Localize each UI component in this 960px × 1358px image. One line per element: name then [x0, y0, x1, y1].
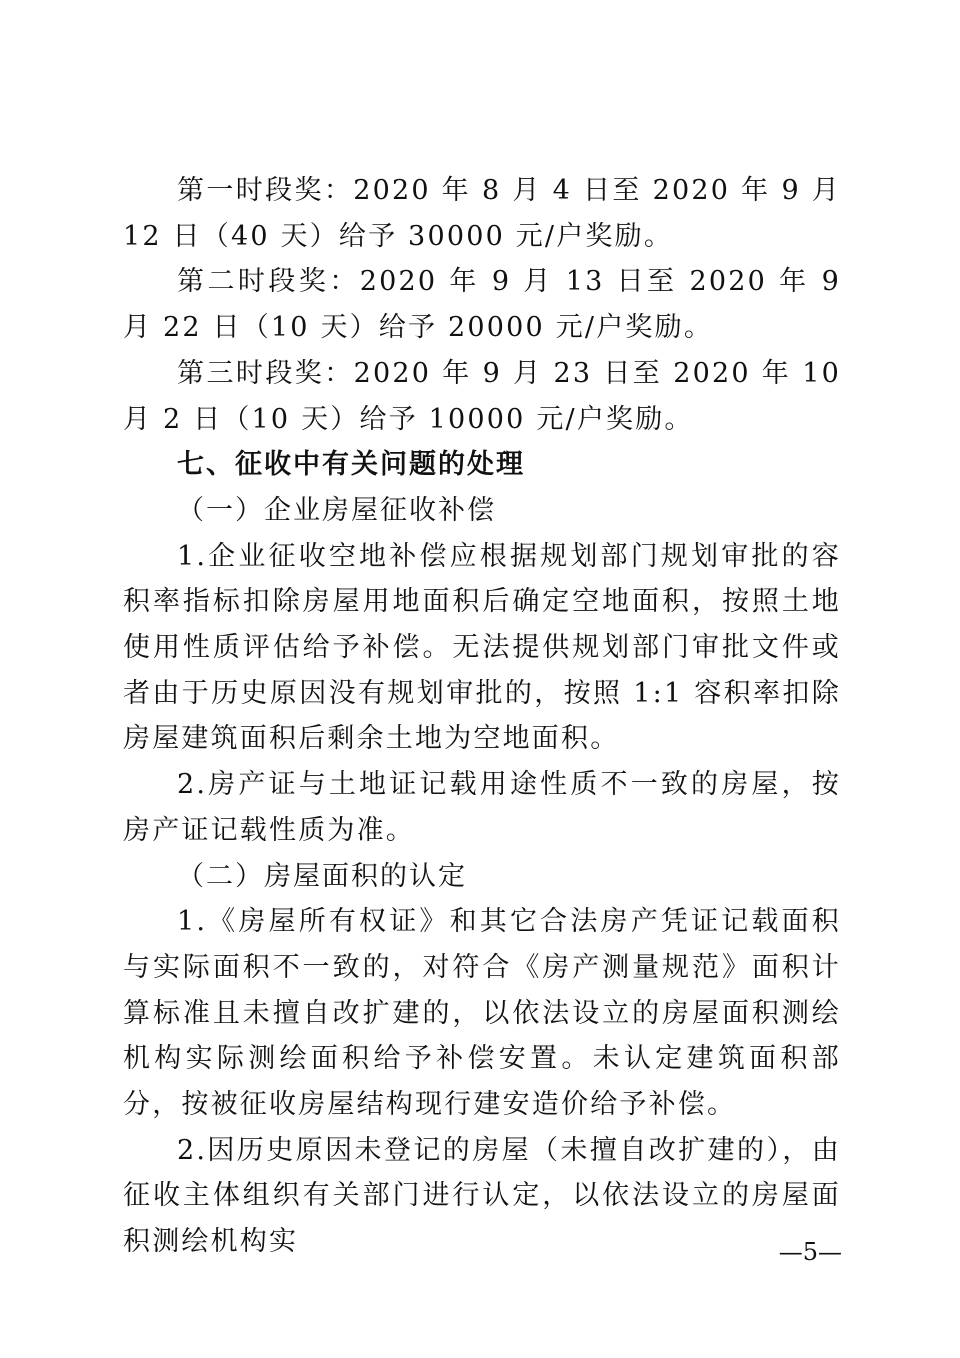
reward-period-3: 第三时段奖：2020 年 9 月 23 日至 2020 年 10 月 2 日（10 天）给予 10000 元/户奖励。 [123, 357, 841, 435]
subsection-2-item-2: 2.因历史原因未登记的房屋（未擅自改扩建的），由征收主体组织有关部门进行认定，以依法设立的房屋面积测绘机构实 [123, 1134, 841, 1258]
subsection-1-title: （一）企业房屋征收补偿 [177, 494, 496, 526]
reward-period-2: 第二时段奖：2020 年 9 月 13 日至 2020 年 9 月 22 日（10 天）给予 20000 元/户奖励。 [123, 266, 841, 344]
subsection-1-item-1: 1.企业征收空地补偿应根据规划部门规划审批的容积率指标扣除房屋用地面积后确定空地面积，按照土地使用性质评估给予补偿。无法提供规划部门审批文件或者由于历史原因没有规划审批的，按照 1:1 容积率扣除房屋建筑面积后剩余土地为空地面积。 [123, 540, 841, 755]
subsection-2-title: （二）房屋面积的认定 [177, 860, 467, 892]
section-heading: 七、征收中有关问题的处理 [177, 449, 525, 481]
subsection-1-item-2: 2.房产证与土地证记载用途性质不一致的房屋，按房产证记载性质为准。 [123, 769, 841, 846]
subsection-2-item-1: 1.《房屋所有权证》和其它合法房产凭证记载面积与实际面积不一致的，对符合《房产测量规范》面积计算标准且未擅自改扩建的，以依法设立的房屋面积测绘机构实际测绘面积给予补偿安置。未认定建筑面积部分，按被征收房屋结构现行建安造价给予补偿。 [123, 906, 841, 1121]
page-number: —5— [778, 1238, 842, 1266]
reward-period-1: 第一时段奖：2020 年 8 月 4 日至 2020 年 9 月 12 日（40 天）给予 30000 元/户奖励。 [123, 175, 841, 252]
document-body [123, 168, 841, 1265]
